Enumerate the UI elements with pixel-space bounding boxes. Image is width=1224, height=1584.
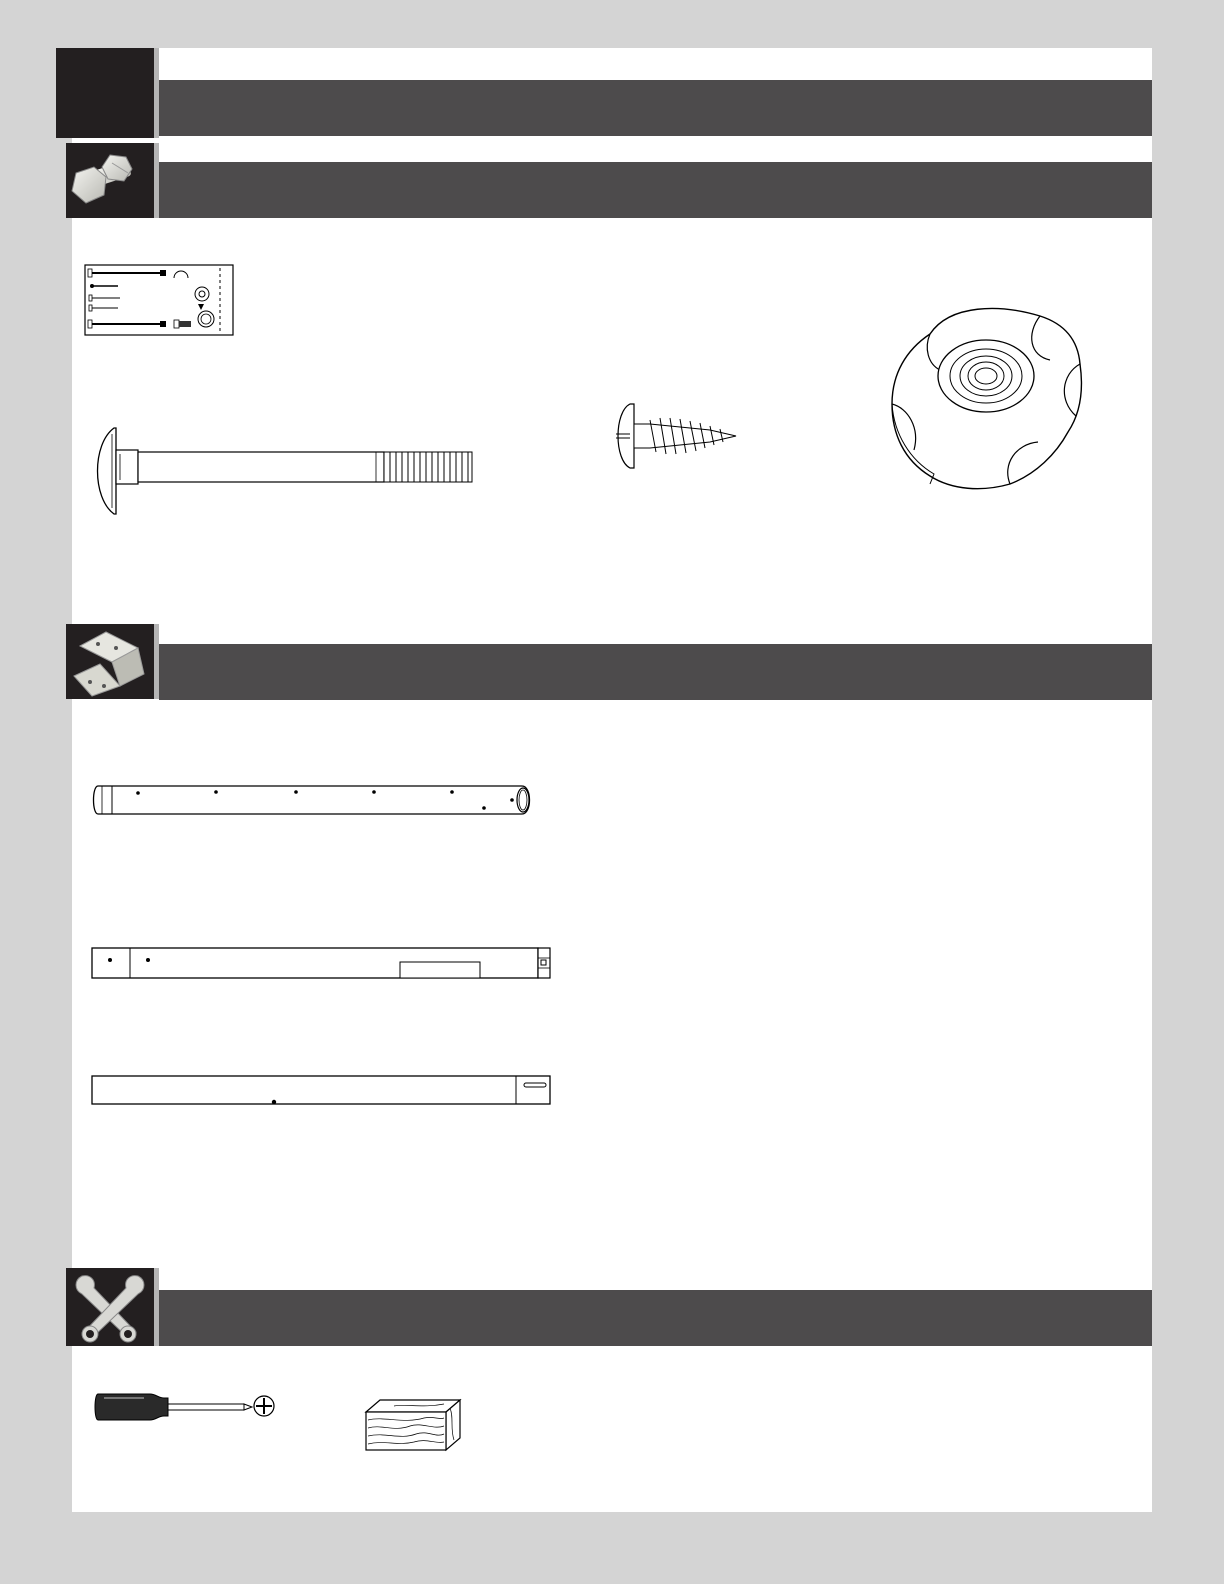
wrenches-icon [66,1268,154,1346]
parts-section-bar [159,644,1152,700]
channel-rail [90,946,556,980]
wood-block-icon [364,1398,464,1454]
flat-bar-icon [90,1074,554,1108]
wood-block [364,1398,464,1454]
phillips-screwdriver-icon [94,1390,276,1424]
step-title-bar [159,80,1152,136]
star-knob-icon [890,304,1090,494]
round-tube-icon [92,784,536,818]
tools-section-icon [66,1268,154,1346]
round-tube [92,784,536,818]
parts-section-icon [66,624,154,699]
flat-bar [90,1074,554,1108]
phillips-screwdriver [94,1390,276,1424]
hardware-section-icon [66,143,154,218]
bracket-icon [66,624,154,699]
bolt-nut-icon [66,143,154,218]
step-number-box [56,48,154,138]
hardware-card-icon [84,264,236,338]
channel-rail-icon [90,946,556,980]
wood-screw [610,402,746,474]
hardware-card [84,264,236,338]
hardware-section-bar [159,162,1152,218]
tools-section-bar [159,1290,1152,1346]
star-knob [890,304,1090,494]
carriage-bolt-icon [94,424,486,520]
carriage-bolt [94,424,486,520]
wood-screw-icon [610,402,746,474]
